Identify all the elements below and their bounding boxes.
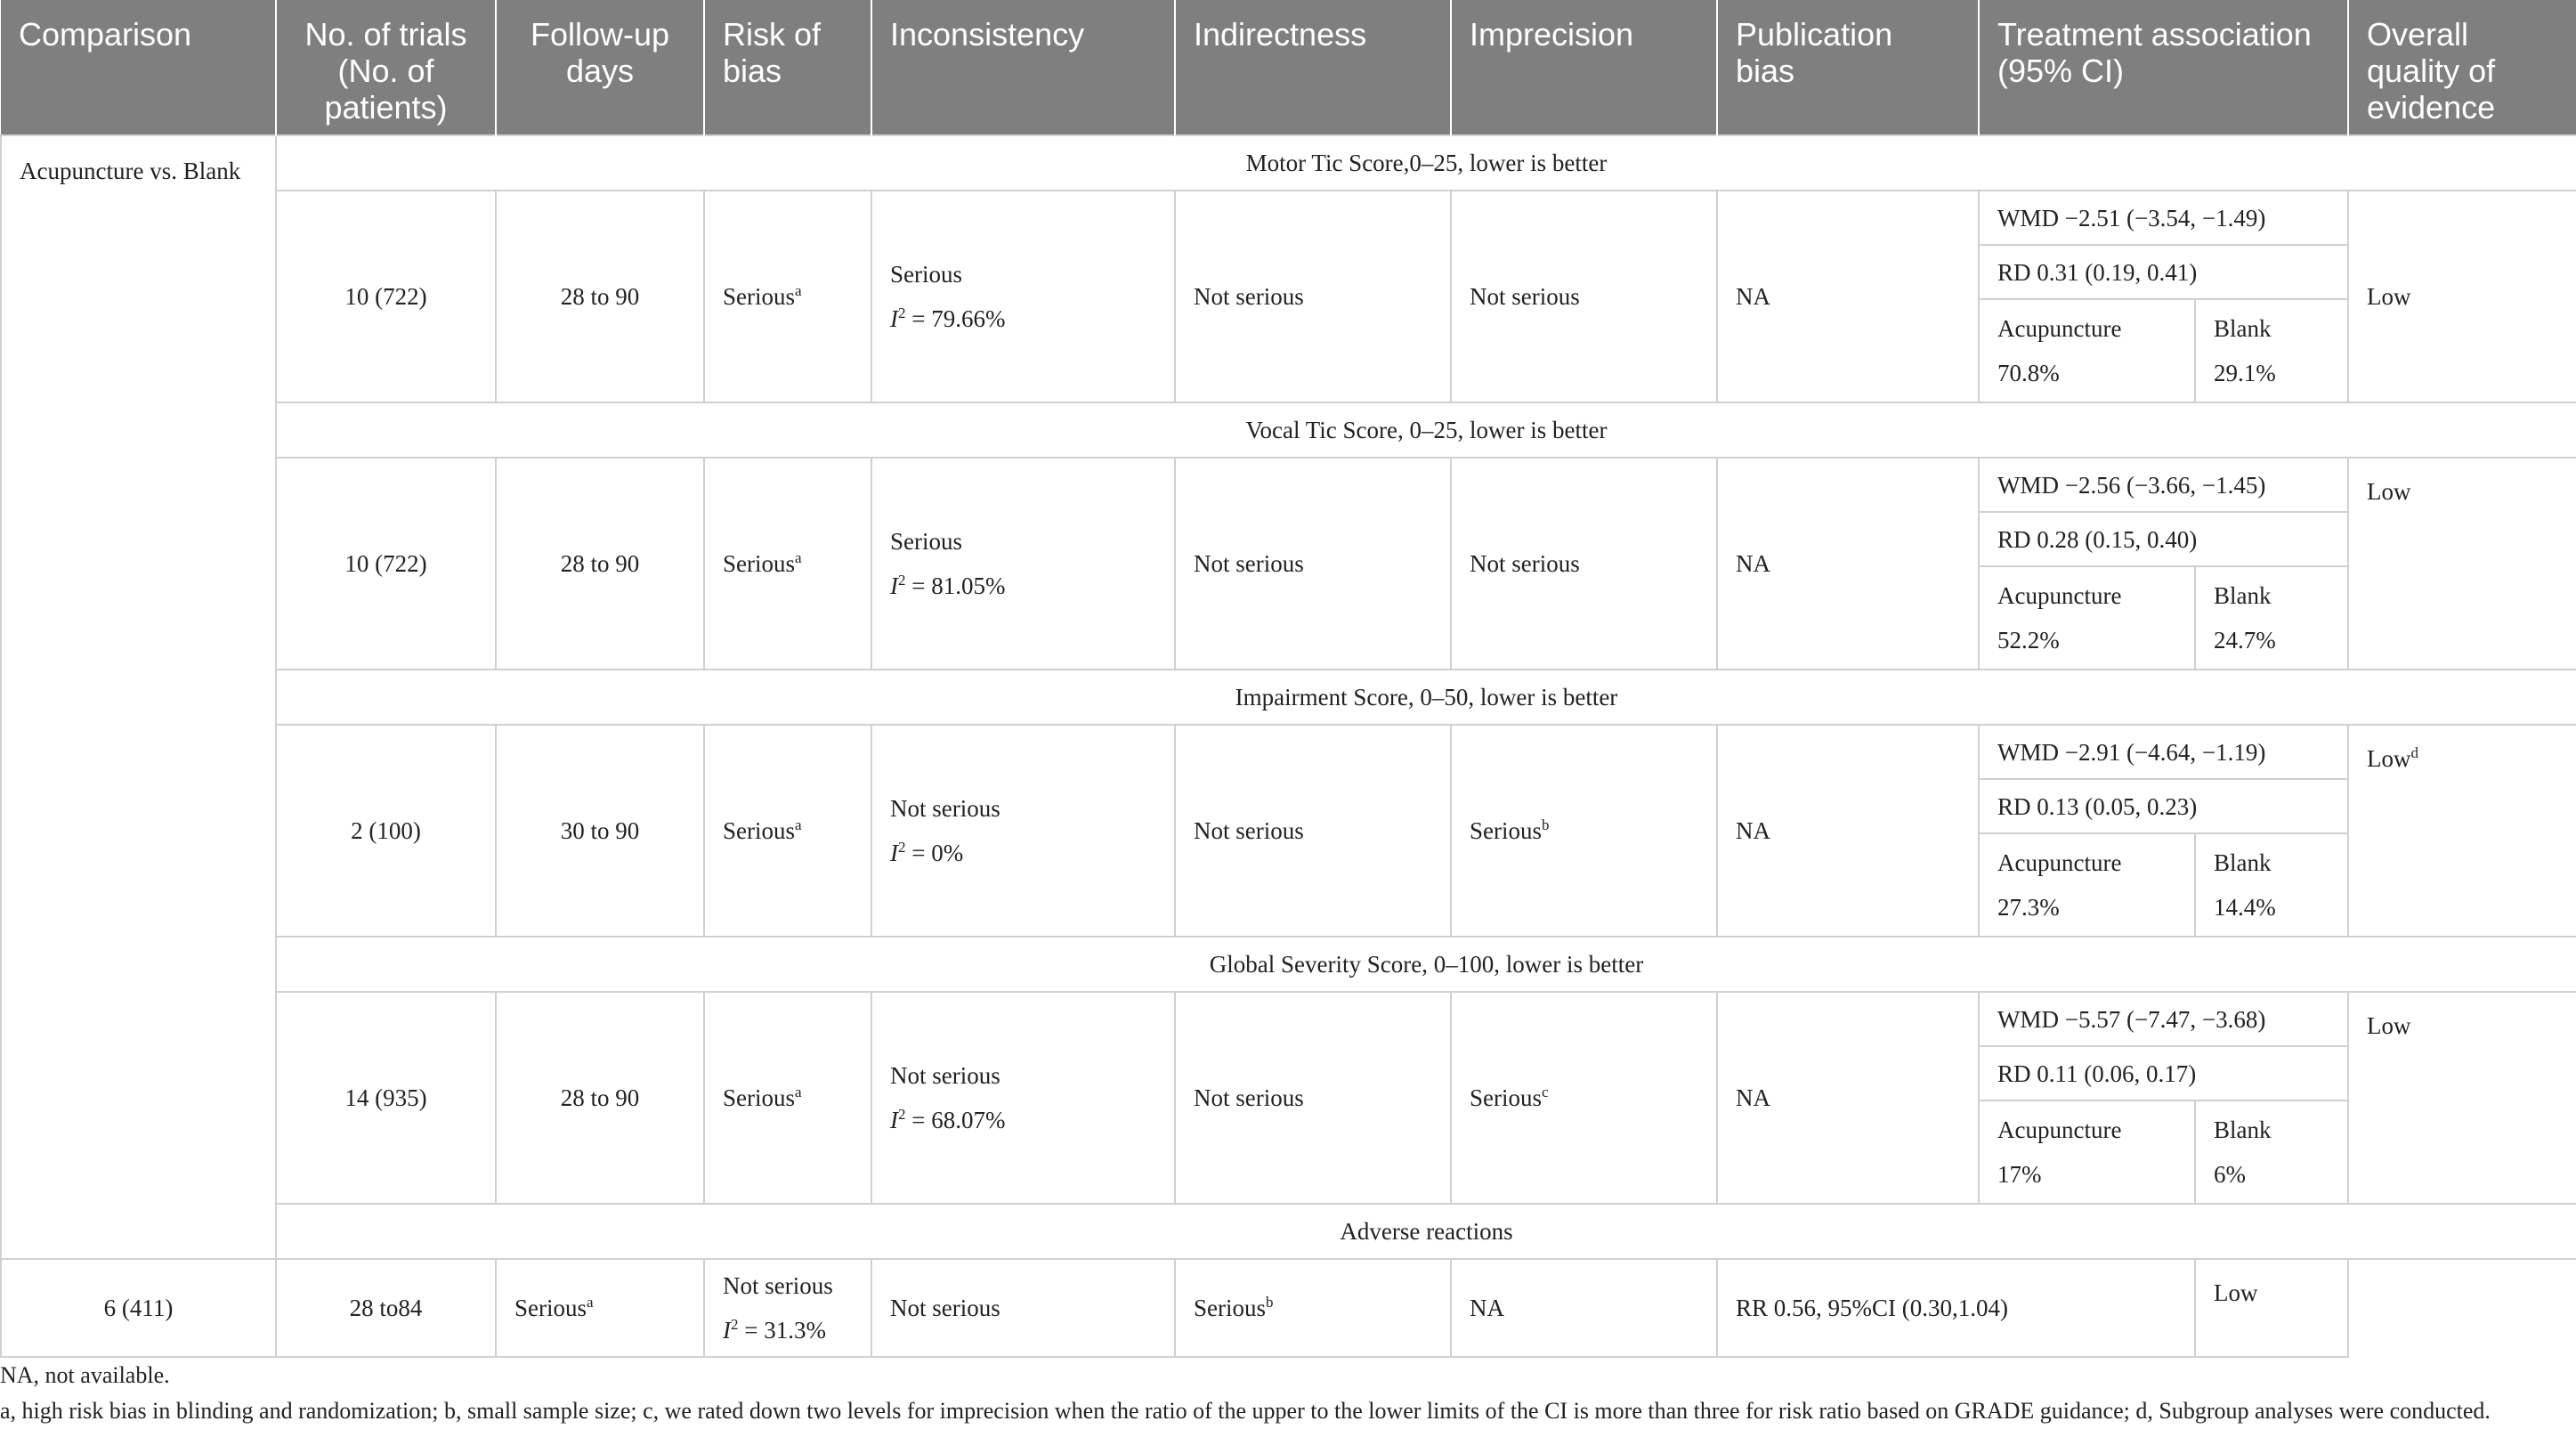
imprecision-cell: Serious$^b$ [1175,1259,1451,1357]
imprecision-cell: Serious$^b$ [1451,725,1717,937]
indirectness-cell: Not serious [1175,725,1451,937]
risk-of-bias-cell: Serious$^a$ [704,992,871,1204]
header-indirectness: Indirectness [1175,0,1451,135]
quality-cell: Low$^d$ [2348,725,2576,937]
rd-cell: RD 0.28 (0.15, 0.40) [1979,512,2348,566]
association-cell: RR 0.56, 95%CI (0.30,1.04) [1717,1259,2195,1357]
rd-cell: RD 0.31 (0.19, 0.41) [1979,245,2348,299]
risk-of-bias-cell: Serious$^a$ [704,725,871,937]
header-treatment-association: Treatment association (95% CI) [1979,0,2348,135]
header-risk-of-bias: Risk of bias [704,0,871,135]
section-row [1,135,2576,191]
imprecision-cell: Not serious [1451,191,1717,402]
footnote-abbreviation: NA, not available. [0,1362,170,1388]
publication-bias-cell: NA [1717,458,1979,670]
section-title: Global Severity Score, 0–100, lower is better [276,937,2576,992]
publication-bias-cell: NA [1717,725,1979,937]
quality-cell: Low [2195,1259,2348,1357]
header-trials: No. of trials (No. of patients) [276,0,496,135]
quality-cell: Low [2348,992,2576,1204]
followup-cell: 28 to 90 [496,191,704,402]
inconsistency-text: Serious [890,261,962,288]
risk-of-bias-cell [704,191,871,402]
section-title: Motor Tic Score,0–25, lower is better [276,135,2576,191]
followup-cell: 30 to 90 [496,725,704,937]
acupuncture-rate-cell: Acupuncture 27.3% [1979,833,2195,937]
header-row [1,0,2576,135]
trials-cell: 2 (100) [276,725,496,937]
risk-of-bias-cell: Serious$^a$ [704,458,871,670]
header-overall-quality: Overall quality of evidence [2348,0,2576,135]
indirectness-cell: Not serious [1175,992,1451,1204]
rd-cell: RD 0.13 (0.05, 0.23) [1979,779,2348,833]
data-row [1,458,2576,512]
inconsistency-cell: Not serious $I^2 = 31.3\%$ [704,1259,871,1357]
section-title: Impairment Score, 0–50, lower is better [276,670,2576,725]
blank-rate-cell: Blank 14.4% [2195,833,2348,937]
trials-cell: 14 (935) [276,992,496,1204]
header-imprecision: Imprecision [1451,0,1717,135]
followup-cell: 28 to 90 [496,458,704,670]
wmd-cell: WMD −2.56 (−3.66, −1.45) [1979,458,2348,512]
i-squared-value: $I^2 = 81.05\%$ [890,572,1006,599]
section-row [1,402,2576,458]
data-row [1,191,2576,245]
section-row [1,1204,2576,1259]
blank-rate-cell: Blank 24.7% [2195,566,2348,670]
wmd-cell: WMD −5.57 (−7.47, −3.68) [1979,992,2348,1046]
section-row [1,937,2576,992]
trials-cell: 10 (722) [276,191,496,402]
quality-cell: Low [2348,191,2576,402]
blank-rate-cell: Blank 29.1% [2195,299,2348,402]
blank-rate-cell: Blank 6% [2195,1100,2348,1204]
inconsistency-cell: Not serious $I^2 = 68.07\%$ [871,992,1175,1204]
i-squared-value: $I^2 = 79.66\%$ [890,304,1006,332]
data-row [1,992,2576,1046]
table-footnotes [0,1358,2491,1429]
trials-cell: 6 (411) [1,1259,276,1357]
inconsistency-cell: Serious $I^2 = 81.05\%$ [871,458,1175,670]
publication-bias-cell: NA [1717,992,1979,1204]
rd-cell: RD 0.11 (0.06, 0.17) [1979,1046,2348,1100]
footnote-legend: a, high risk bias in blinding and randomization; b, small sample size; c, we rated down two levels for imprecision when the ratio of the upper to the lower limits of the CI is more than three for risk ratio based on GRADE guidance; d, Subgroup analyses were conducted. [0,1398,2491,1424]
comparison-cell: Acupuncture vs. Blank [1,135,276,1259]
section-title: Adverse reactions [276,1204,2576,1259]
inconsistency-cell [871,191,1175,402]
data-row [1,725,2576,779]
header-comparison: Comparison [1,0,276,135]
followup-cell: 28 to84 [276,1259,496,1357]
publication-bias-cell: NA [1451,1259,1717,1357]
section-row [1,670,2576,725]
acupuncture-rate-cell: Acupuncture 70.8% [1979,299,2195,402]
trials-cell: 10 (722) [276,458,496,670]
followup-cell: 28 to 90 [496,992,704,1204]
inconsistency-cell: Not serious $I^2 = 0\%$ [871,725,1175,937]
wmd-cell: WMD −2.51 (−3.54, −1.49) [1979,191,2348,245]
quality-cell: Low [2348,458,2576,670]
section-title: Vocal Tic Score, 0–25, lower is better [276,402,2576,458]
i-squared-value: $I^2 = 68.07\%$ [890,1106,1006,1133]
header-inconsistency: Inconsistency [871,0,1175,135]
risk-of-bias-cell: Serious$^a$ [496,1259,704,1357]
i-squared-value: $I^2 = 31.3\%$ [723,1316,826,1344]
risk-footnote-marker: a [795,282,802,299]
imprecision-cell: Not serious [1451,458,1717,670]
acupuncture-rate-cell: Acupuncture 17% [1979,1100,2195,1204]
indirectness-cell: Not serious [1175,458,1451,670]
indirectness-cell: Not serious [1175,191,1451,402]
wmd-cell: WMD −2.91 (−4.64, −1.19) [1979,725,2348,779]
imprecision-cell: Serious$^c$ [1451,992,1717,1204]
data-row [1,1259,2576,1357]
indirectness-cell: Not serious [871,1259,1175,1357]
i-squared-value: $I^2 = 0\%$ [890,839,964,866]
risk-text: Serious [723,283,795,310]
header-publication-bias: Publication bias [1717,0,1979,135]
header-followup: Follow-up days [496,0,704,135]
publication-bias-cell: NA [1717,191,1979,402]
acupuncture-rate-cell: Acupuncture 52.2% [1979,566,2195,670]
